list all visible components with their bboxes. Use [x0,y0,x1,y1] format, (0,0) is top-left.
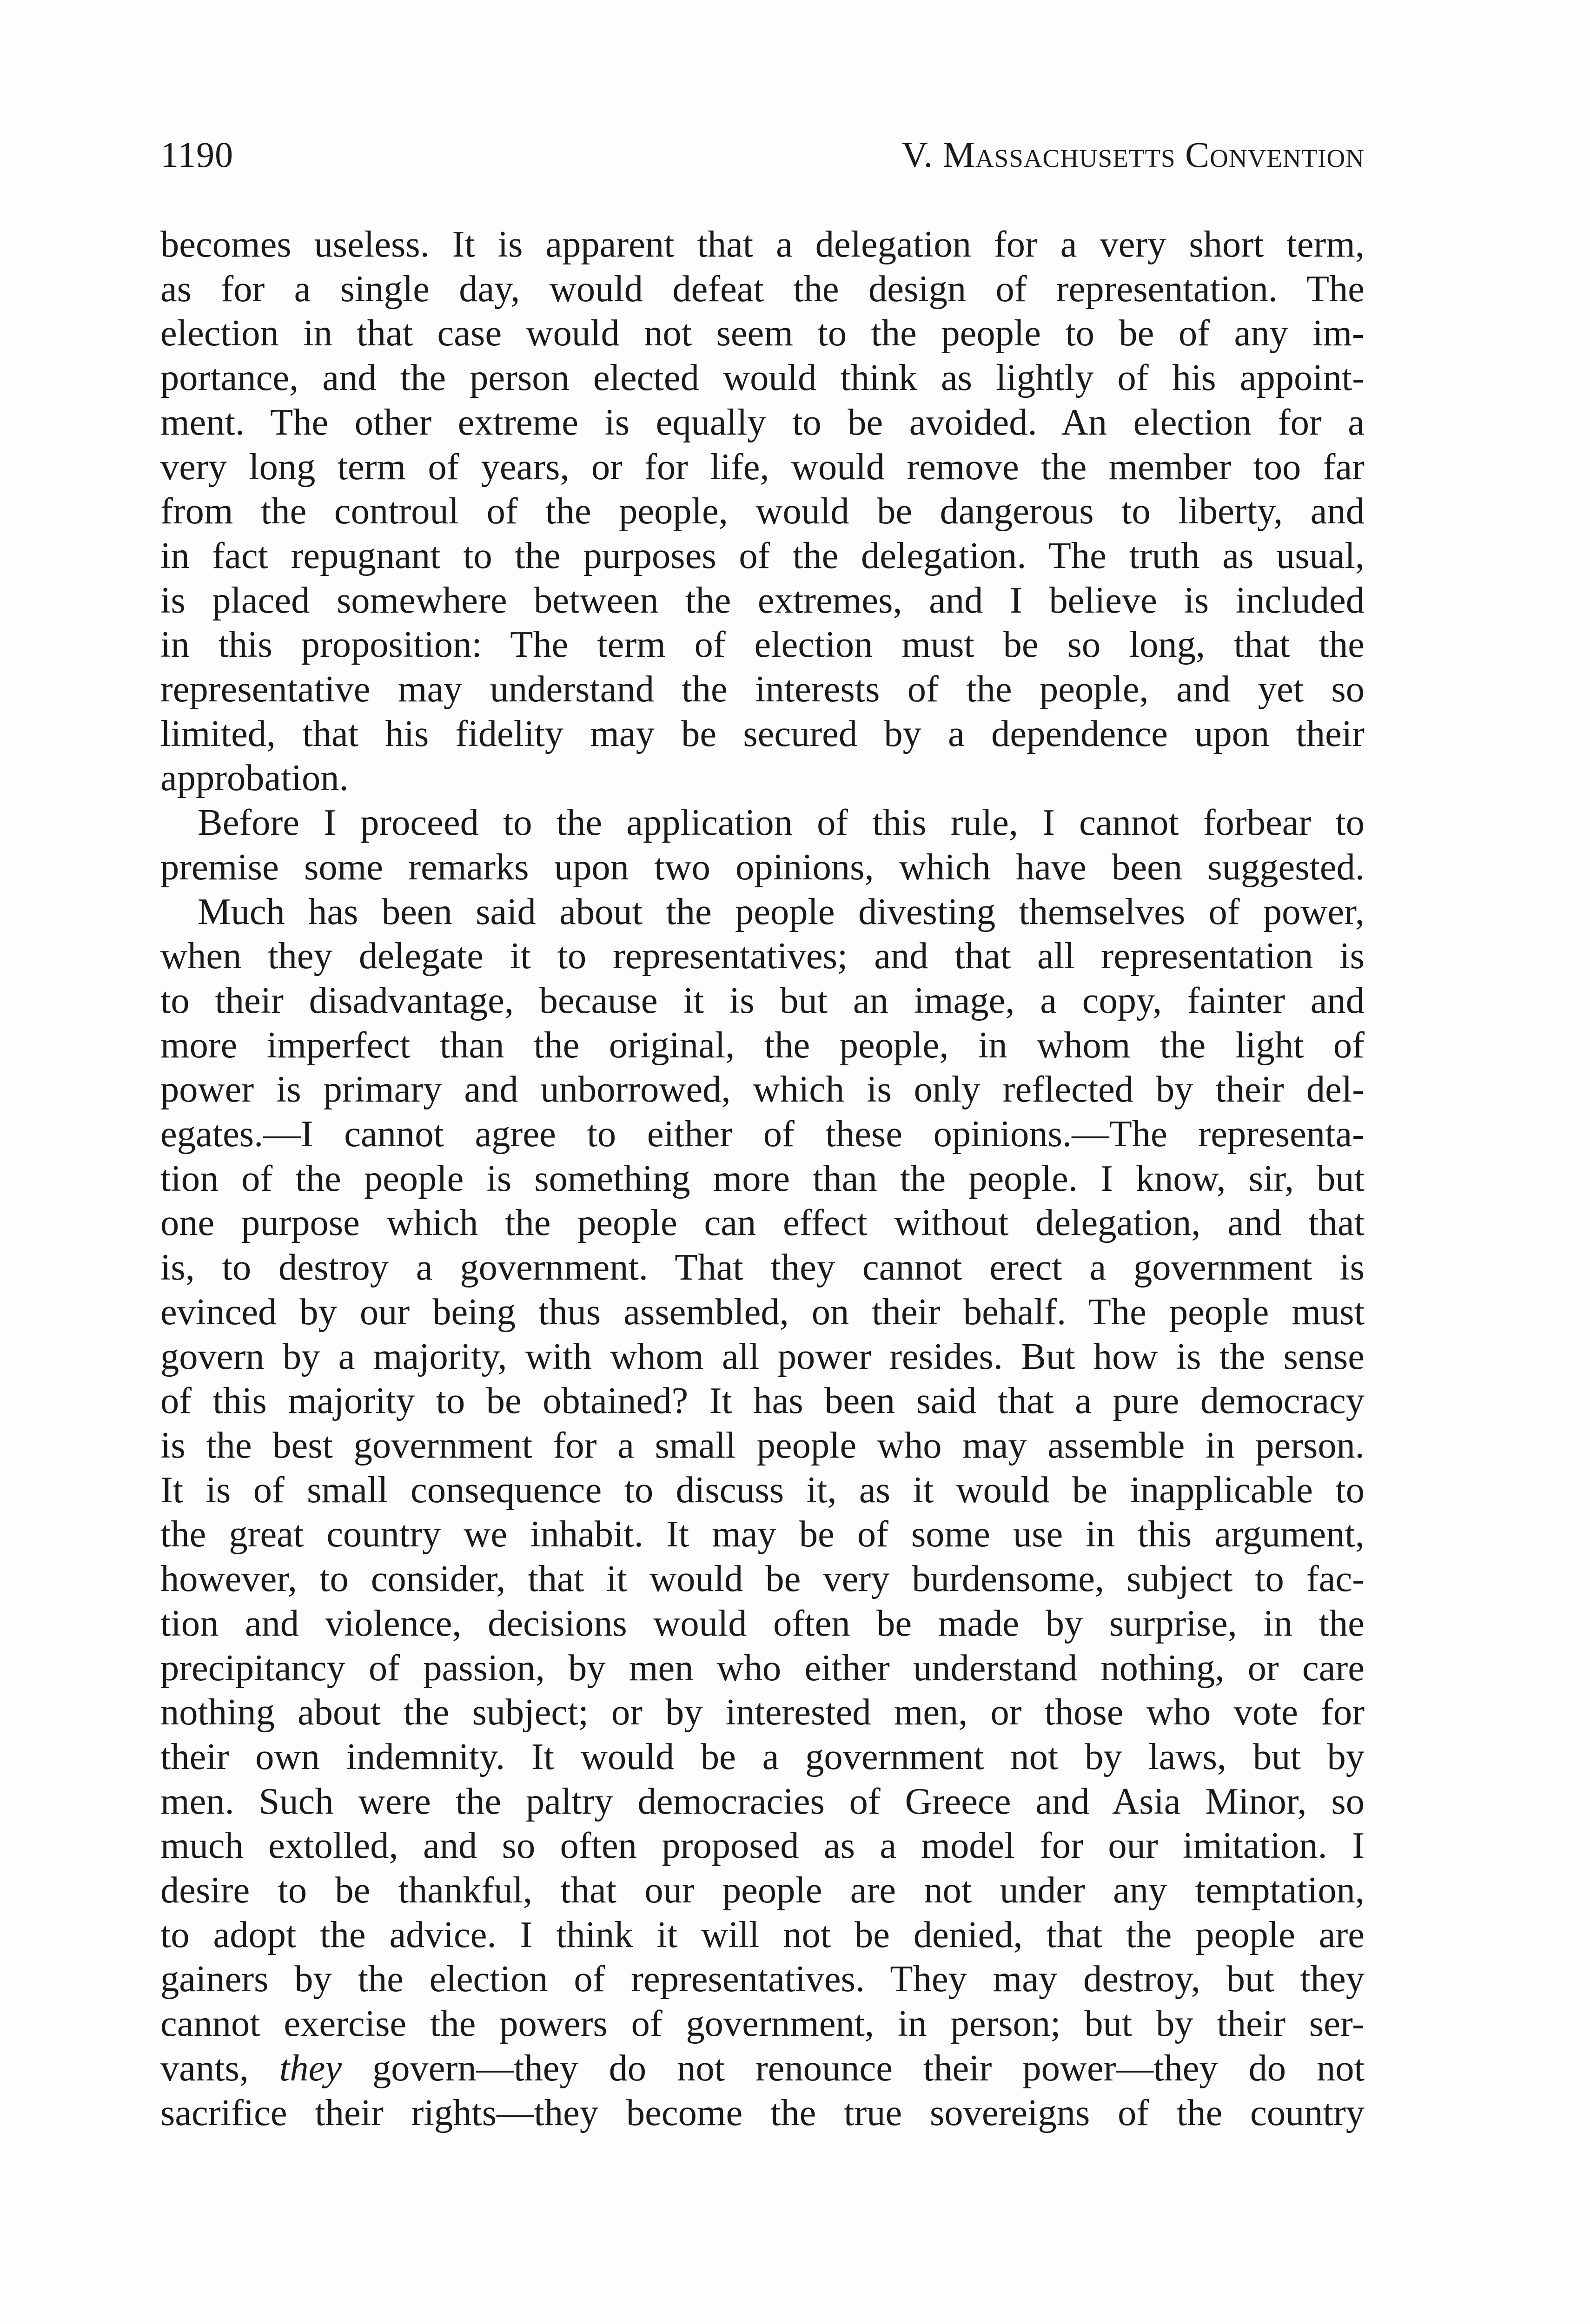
text-line: becomes useless. It is apparent that a delegation for a very short term, [160,224,1365,265]
text-line: precipitancy of passion, by men who either understand nothing, or care [160,1647,1365,1689]
text-line: is, to destroy a government. That they cannot erect a government is [160,1247,1365,1288]
text-line: is the best government for a small people who may assemble in person. [160,1424,1365,1466]
text-line: govern by a majority, with whom all power resides. But how is the sense [160,1335,1365,1377]
text-line: approbation. [160,757,349,799]
body-text [160,222,1365,2135]
text-line: in fact repugnant to the purposes of the delegation. The truth as usual, [160,535,1365,576]
text-line: their own indemnity. It would be a government not by laws, but by [160,1736,1365,1777]
text-line: as for a single day, would defeat the design of representation. The [160,268,1365,310]
emphasis-they: they [279,2047,342,2089]
text-line: Before I proceed to the application of this rule, I cannot forbear to [198,802,1365,844]
text-line: limited, that his fidelity may be secured by a dependence upon their [160,713,1365,754]
text-line: gainers by the election of representatives. They may destroy, but they [160,1958,1365,2000]
text-line: when they delegate it to representatives; and that all representation is [160,935,1365,977]
text-line: premise some remarks upon two opinions, which have been suggested. [160,846,1365,888]
text-line: election in that case would not seem to the people to be of any im- [160,312,1365,354]
text-line: sacrifice their rights—they become the true sovereigns of the country [160,2092,1365,2133]
paragraph-3 [160,890,1365,2135]
text-line: representative may understand the interests of the people, and yet so [160,668,1365,710]
text-line: cannot exercise the powers of government, in person; but by their ser- [160,2003,1365,2045]
paragraph-1 [160,222,1365,800]
text-line: the great country we inhabit. It may be of some use in this argument, [160,1513,1365,1555]
text-line: desire to be thankful, that our people are not under any temptation, [160,1869,1365,1911]
text-line: however, to consider, that it would be very burdensome, subject to fac- [160,1558,1365,1600]
text-line: It is of small consequence to discuss it, as it would be inapplicable to [160,1469,1365,1511]
text-line: nothing about the subject; or by interested men, or those who vote for [160,1691,1365,1733]
text-line: very long term of years, or for life, would remove the member too far [160,446,1365,488]
page-header [160,125,1365,181]
text-line: much extolled, and so often proposed as a model for our imitation. I [160,1825,1365,1867]
line-segment: govern—they do not renounce their power—they do not [342,2047,1365,2089]
text-line: one purpose which the people can effect without delegation, and that [160,1202,1365,1244]
paragraph-2 [160,800,1365,889]
text-line: from the controul of the people, would be dangerous to liberty, and [160,490,1365,532]
text-line: power is primary and unborrowed, which is only reflected by their del- [160,1069,1365,1110]
text-line: more imperfect than the original, the people, in whom the light of [160,1024,1365,1066]
running-head: V. Massachusetts Convention [901,134,1365,175]
page-number: 1190 [160,134,234,175]
text-line: egates.—I cannot agree to either of these opinions.—The representa- [160,1113,1365,1155]
text-line: tion and violence, decisions would often be made by surprise, in the [160,1602,1365,1644]
text-line: of this majority to be obtained? It has been said that a pure democracy [160,1380,1365,1422]
text-line: to their disadvantage, because it is but an image, a copy, fainter and [160,979,1365,1021]
text-line: is placed somewhere between the extremes, and I believe is included [160,579,1365,621]
text-line-with-emphasis [160,2046,1365,2091]
text-line: in this proposition: The term of election must be so long, that the [160,624,1365,666]
text-line: ment. The other extreme is equally to be avoided. An election for a [160,401,1365,443]
text-line: tion of the people is something more than the people. I know, sir, but [160,1157,1365,1199]
text-line: evinced by our being thus assembled, on their behalf. The people must [160,1291,1365,1333]
text-line: men. Such were the paltry democracies of Greece and Asia Minor, so [160,1780,1365,1822]
text-line: to adopt the advice. I think it will not be denied, that the people are [160,1914,1365,1955]
line-segment: vants, [160,2047,280,2089]
text-line: Much has been said about the people divesting themselves of power, [198,891,1365,932]
text-line: portance, and the person elected would think as lightly of his appoint- [160,357,1365,399]
